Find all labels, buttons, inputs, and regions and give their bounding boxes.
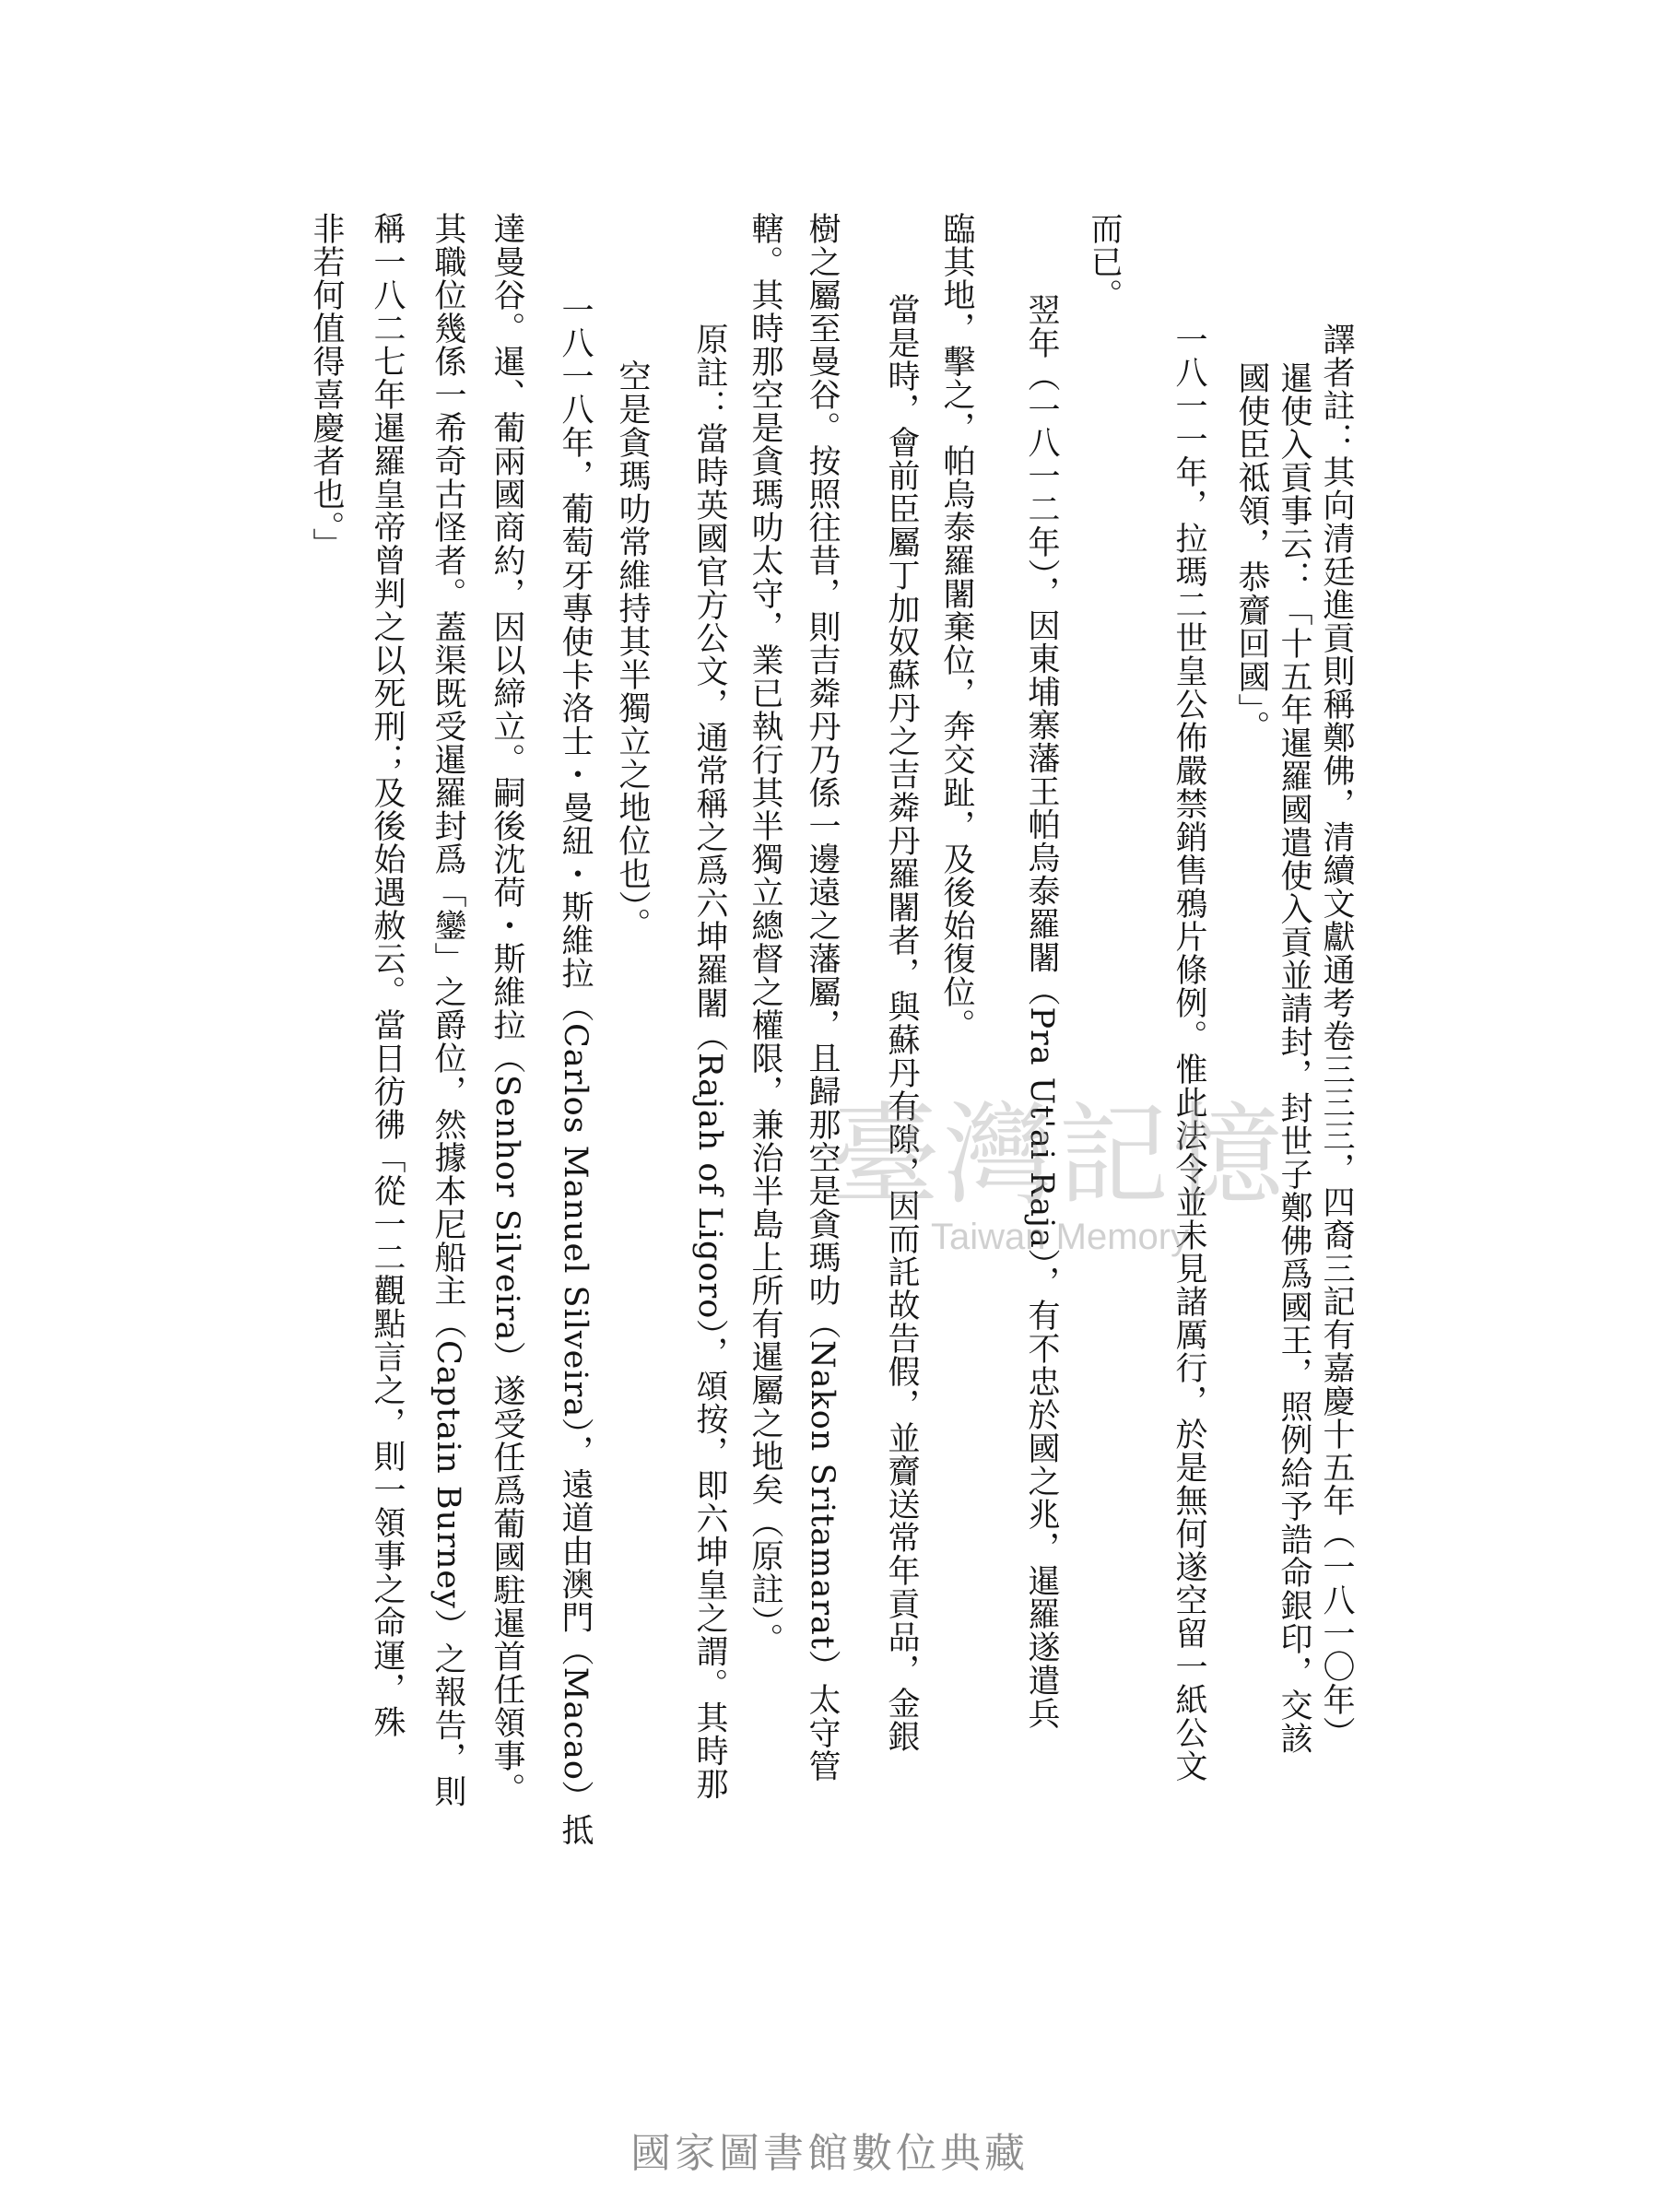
- text-column-1811-end: 而已。: [1086, 212, 1123, 312]
- text-column-translator-note-1: 譯者註：其向清廷進貢則稱鄭佛，清續文獻通考卷三三三，四裔三記有嘉慶十五年（一八一〇年）: [1318, 323, 1355, 1749]
- watermark-cjk-text: 臺灣記憶: [830, 1092, 1287, 1220]
- text-column-kelantan-3: 轄。其時那空是貪瑪叻太守，業已執行其半獨立總督之權限，兼治半島上所有暹屬之地矣（原註）。: [747, 212, 783, 1656]
- text-column-1811-opium-ban: 一八一一年，拉瑪二世皇公佈嚴禁銷售鴉片條例。惟此法令並未見諸厲行，於是無何遂空留一紙公文: [1171, 323, 1207, 1783]
- text-column-1812-cambodia: 翌年（一八一二年），因東埔寨藩王帕烏泰羅闍（Pra Ut'ai Raja），有不忠於國之兆，暹羅遂遣兵: [1023, 293, 1060, 1731]
- text-column-1818-portugal-1: 一八一八年，葡萄牙專使卡洛士・曼紐・斯維拉（Carlos Manuel Silveira），遠道由澳門（Macao）抵: [557, 293, 594, 1847]
- text-column-1818-portugal-2: 達曼谷。暹、葡兩國商約，因以締立。嗣後沈荷・斯維拉（Senhor Silveira）遂受任爲葡國駐暹首任領事。: [488, 212, 525, 1806]
- text-column-kelantan-2: 樹之屬至曼谷。按照往昔，則吉粦丹乃係一邊遠之藩屬，且歸那空是貪瑪叻（Nakon Sritamarat）太守管: [804, 212, 841, 1783]
- text-column-1812-cambodia-cont: 臨其地，擊之，帕烏泰羅闍棄位，奔交趾，及後始復位。: [938, 212, 975, 1041]
- text-column-1818-portugal-4: 稱一八二七年暹羅皇帝曾判之以死刑；及後始遇赦云。當日彷彿「從一二觀點言之，則一領事之命運，殊: [369, 212, 406, 1738]
- text-column-1818-portugal-5: 非若何值得喜慶者也。」: [308, 212, 345, 561]
- text-column-translator-note-3: 國使臣祗領，恭齎回國」。: [1233, 361, 1270, 744]
- library-collection-footer: 國家圖書館數位典藏: [630, 2130, 1029, 2177]
- text-column-original-note-2: 空是貪瑪叻常維持其半獨立之地位也）。: [614, 359, 651, 941]
- text-column-kelantan-1: 當是時，會前臣屬丁加奴蘇丹之吉粦丹羅闍者，與蘇丹有隙，因而託故告假，並齎送常年貢品，金銀: [883, 293, 920, 1753]
- watermark-latin-text: Taiwan Memory: [931, 1217, 1190, 1257]
- text-column-original-note-1: 原註：當時英國官方公文，通常稱之爲六坤羅闍（Rajah of Ligoro），頌按，即六坤皇之謂。其時那: [691, 323, 728, 1801]
- text-column-1818-portugal-3: 其職位幾係一希奇古怪者。蓋渠既受暹羅封爲「鑾」之爵位，然據本尼船主（Captain Burney）之報告，則: [429, 212, 466, 1808]
- text-column-translator-note-2: 暹使入貢事云：「十五年暹羅國遣使入貢並請封，封世子鄭佛爲國王，照例給予誥命銀印，交該: [1276, 361, 1312, 1755]
